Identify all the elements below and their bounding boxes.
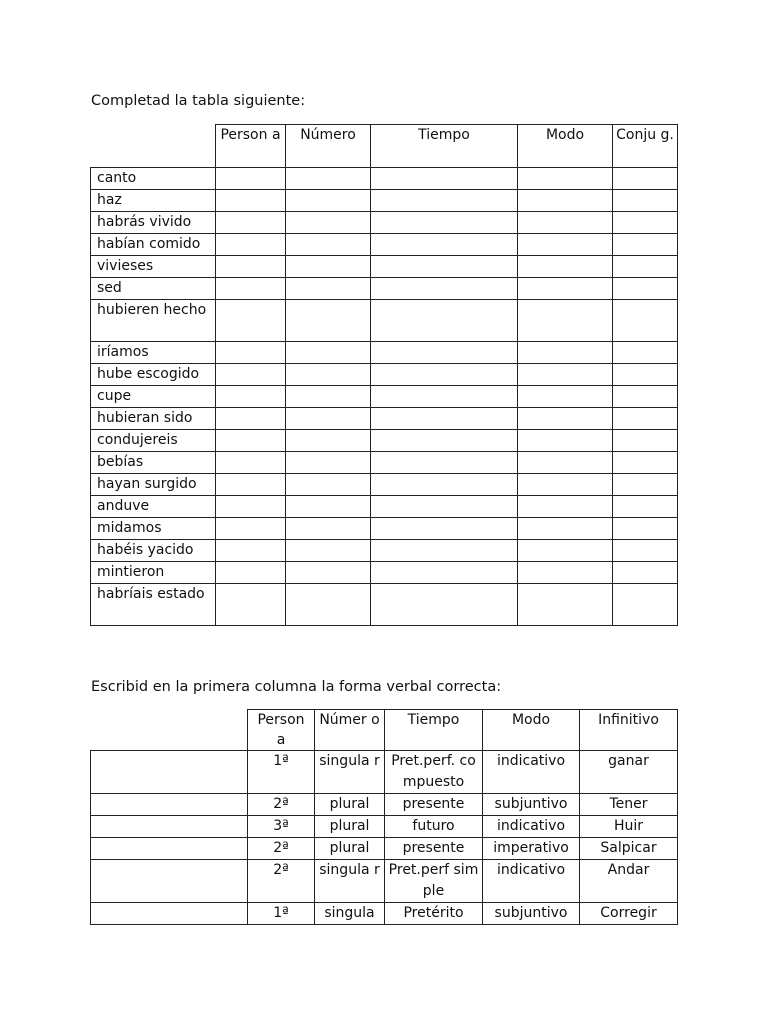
verb-form-cell: mintieron xyxy=(91,562,216,584)
table-row xyxy=(91,342,678,364)
verb-form-cell: condujereis xyxy=(91,430,216,452)
cell-tiempo: presente xyxy=(385,794,483,816)
answer-cell-conjugacion[interactable] xyxy=(613,452,678,474)
cell-numero: singula xyxy=(315,903,385,925)
table-row xyxy=(91,278,678,300)
answer-cell-verb-form[interactable] xyxy=(91,816,248,838)
verb-form-cell: hayan surgido xyxy=(91,474,216,496)
answer-cell-modo[interactable] xyxy=(518,430,613,452)
answer-cell-persona[interactable] xyxy=(216,234,286,256)
cell-tiempo: futuro xyxy=(385,816,483,838)
table-row xyxy=(91,452,678,474)
answer-cell-numero[interactable] xyxy=(286,518,371,540)
answer-cell-numero[interactable] xyxy=(286,342,371,364)
answer-cell-tiempo[interactable] xyxy=(371,256,518,278)
answer-cell-conjugacion[interactable] xyxy=(613,168,678,190)
answer-cell-tiempo[interactable] xyxy=(371,584,518,626)
verb-form-cell: habéis yacido xyxy=(91,540,216,562)
table-row xyxy=(91,816,678,838)
answer-cell-modo[interactable] xyxy=(518,584,613,626)
answer-cell-modo[interactable] xyxy=(518,168,613,190)
table-row xyxy=(91,838,678,860)
answer-cell-tiempo[interactable] xyxy=(371,212,518,234)
table-row xyxy=(91,584,678,626)
answer-cell-tiempo[interactable] xyxy=(371,300,518,342)
header-persona: Person a xyxy=(248,710,315,751)
answer-cell-persona[interactable] xyxy=(216,168,286,190)
answer-cell-numero[interactable] xyxy=(286,452,371,474)
cell-modo: indicativo xyxy=(483,860,580,903)
verb-form-cell: cupe xyxy=(91,386,216,408)
header-infinitivo: Infinitivo xyxy=(580,710,678,751)
answer-cell-tiempo[interactable] xyxy=(371,430,518,452)
table-row xyxy=(91,212,678,234)
table-row xyxy=(91,256,678,278)
answer-cell-modo[interactable] xyxy=(518,562,613,584)
answer-cell-numero[interactable] xyxy=(286,408,371,430)
verb-form-cell: bebías xyxy=(91,452,216,474)
cell-persona: 2ª xyxy=(248,860,315,903)
answer-cell-persona[interactable] xyxy=(216,300,286,342)
answer-cell-tiempo[interactable] xyxy=(371,386,518,408)
answer-cell-persona[interactable] xyxy=(216,562,286,584)
answer-cell-numero[interactable] xyxy=(286,430,371,452)
answer-cell-conjugacion[interactable] xyxy=(613,212,678,234)
verb-form-table-body xyxy=(91,751,678,925)
cell-infinitivo: Tener xyxy=(580,794,678,816)
table-row xyxy=(91,903,678,925)
cell-numero: plural xyxy=(315,794,385,816)
verb-form-cell: midamos xyxy=(91,518,216,540)
answer-cell-modo[interactable] xyxy=(518,386,613,408)
header-conjugacion: Conju g. xyxy=(613,125,678,168)
verb-form-cell: hubieran sido xyxy=(91,408,216,430)
verb-form-cell: habían comido xyxy=(91,234,216,256)
header-modo: Modo xyxy=(518,125,613,168)
cell-persona: 1ª xyxy=(248,903,315,925)
answer-cell-numero[interactable] xyxy=(286,212,371,234)
answer-cell-persona[interactable] xyxy=(216,452,286,474)
answer-cell-tiempo[interactable] xyxy=(371,562,518,584)
table-row xyxy=(91,190,678,212)
answer-cell-modo[interactable] xyxy=(518,474,613,496)
answer-cell-persona[interactable] xyxy=(216,212,286,234)
header-tiempo: Tiempo xyxy=(385,710,483,751)
answer-cell-persona[interactable] xyxy=(216,278,286,300)
answer-cell-modo[interactable] xyxy=(518,408,613,430)
answer-cell-conjugacion[interactable] xyxy=(613,474,678,496)
header-modo: Modo xyxy=(483,710,580,751)
answer-cell-numero[interactable] xyxy=(286,496,371,518)
verb-form-cell: sed xyxy=(91,278,216,300)
answer-cell-modo[interactable] xyxy=(518,212,613,234)
answer-cell-numero[interactable] xyxy=(286,540,371,562)
answer-cell-tiempo[interactable] xyxy=(371,496,518,518)
cell-modo: subjuntivo xyxy=(483,794,580,816)
cell-tiempo: presente xyxy=(385,838,483,860)
answer-cell-conjugacion[interactable] xyxy=(613,234,678,256)
cell-numero: singula r xyxy=(315,751,385,794)
answer-cell-persona[interactable] xyxy=(216,540,286,562)
cell-modo: imperativo xyxy=(483,838,580,860)
verb-form-cell: hube escogido xyxy=(91,364,216,386)
answer-cell-tiempo[interactable] xyxy=(371,540,518,562)
answer-cell-conjugacion[interactable] xyxy=(613,496,678,518)
table-row xyxy=(91,562,678,584)
table-header-row xyxy=(91,125,678,168)
answer-cell-modo[interactable] xyxy=(518,496,613,518)
answer-cell-persona[interactable] xyxy=(216,518,286,540)
answer-cell-persona[interactable] xyxy=(216,584,286,626)
conjugation-table-body xyxy=(91,168,678,626)
table-row xyxy=(91,408,678,430)
exercise-2-instruction: Escribid en la primera columna la forma verbal correcta: xyxy=(91,679,502,695)
answer-cell-modo[interactable] xyxy=(518,256,613,278)
table-row xyxy=(91,300,678,342)
answer-cell-tiempo[interactable] xyxy=(371,474,518,496)
table-row xyxy=(91,430,678,452)
answer-cell-verb-form[interactable] xyxy=(91,860,248,903)
answer-cell-numero[interactable] xyxy=(286,234,371,256)
verb-form-cell: habrás vivido xyxy=(91,212,216,234)
answer-cell-conjugacion[interactable] xyxy=(613,386,678,408)
blank-corner-cell xyxy=(91,125,216,168)
header-tiempo: Tiempo xyxy=(371,125,518,168)
answer-cell-conjugacion[interactable] xyxy=(613,278,678,300)
answer-cell-numero[interactable] xyxy=(286,190,371,212)
cell-infinitivo: Andar xyxy=(580,860,678,903)
answer-cell-modo[interactable] xyxy=(518,300,613,342)
answer-cell-numero[interactable] xyxy=(286,278,371,300)
answer-cell-conjugacion[interactable] xyxy=(613,364,678,386)
answer-cell-persona[interactable] xyxy=(216,496,286,518)
answer-cell-persona[interactable] xyxy=(216,386,286,408)
cell-modo: subjuntivo xyxy=(483,903,580,925)
answer-cell-conjugacion[interactable] xyxy=(613,408,678,430)
answer-cell-persona[interactable] xyxy=(216,430,286,452)
cell-persona: 3ª xyxy=(248,816,315,838)
answer-cell-numero[interactable] xyxy=(286,584,371,626)
verb-form-cell: canto xyxy=(91,168,216,190)
answer-cell-numero[interactable] xyxy=(286,386,371,408)
header-persona: Person a xyxy=(216,125,286,168)
answer-cell-modo[interactable] xyxy=(518,452,613,474)
answer-cell-modo[interactable] xyxy=(518,234,613,256)
cell-modo: indicativo xyxy=(483,816,580,838)
cell-persona: 2ª xyxy=(248,794,315,816)
table-row xyxy=(91,794,678,816)
header-numero: Númer o xyxy=(315,710,385,751)
cell-persona: 2ª xyxy=(248,838,315,860)
verb-form-cell: haz xyxy=(91,190,216,212)
answer-cell-conjugacion[interactable] xyxy=(613,342,678,364)
answer-cell-tiempo[interactable] xyxy=(371,234,518,256)
table-row xyxy=(91,496,678,518)
answer-cell-tiempo[interactable] xyxy=(371,364,518,386)
answer-cell-conjugacion[interactable] xyxy=(613,562,678,584)
answer-cell-numero[interactable] xyxy=(286,562,371,584)
answer-cell-conjugacion[interactable] xyxy=(613,430,678,452)
answer-cell-persona[interactable] xyxy=(216,342,286,364)
answer-cell-conjugacion[interactable] xyxy=(613,584,678,626)
table-row xyxy=(91,474,678,496)
answer-cell-tiempo[interactable] xyxy=(371,452,518,474)
cell-infinitivo: Salpicar xyxy=(580,838,678,860)
answer-cell-persona[interactable] xyxy=(216,474,286,496)
answer-cell-conjugacion[interactable] xyxy=(613,190,678,212)
cell-infinitivo: ganar xyxy=(580,751,678,794)
answer-cell-numero[interactable] xyxy=(286,300,371,342)
answer-cell-conjugacion[interactable] xyxy=(613,518,678,540)
answer-cell-modo[interactable] xyxy=(518,278,613,300)
verb-form-table xyxy=(90,709,678,925)
answer-cell-verb-form[interactable] xyxy=(91,794,248,816)
answer-cell-modo[interactable] xyxy=(518,364,613,386)
cell-persona: 1ª xyxy=(248,751,315,794)
answer-cell-modo[interactable] xyxy=(518,540,613,562)
answer-cell-numero[interactable] xyxy=(286,364,371,386)
answer-cell-tiempo[interactable] xyxy=(371,518,518,540)
answer-cell-modo[interactable] xyxy=(518,190,613,212)
table-row xyxy=(91,364,678,386)
verb-form-cell: habríais estado xyxy=(91,584,216,626)
answer-cell-verb-form[interactable] xyxy=(91,838,248,860)
answer-cell-tiempo[interactable] xyxy=(371,168,518,190)
answer-cell-persona[interactable] xyxy=(216,364,286,386)
table-row xyxy=(91,518,678,540)
cell-tiempo: Pretérito xyxy=(385,903,483,925)
answer-cell-modo[interactable] xyxy=(518,342,613,364)
answer-cell-conjugacion[interactable] xyxy=(613,300,678,342)
answer-cell-conjugacion[interactable] xyxy=(613,540,678,562)
header-numero: Número xyxy=(286,125,371,168)
answer-cell-numero[interactable] xyxy=(286,256,371,278)
cell-modo: indicativo xyxy=(483,751,580,794)
table-row xyxy=(91,540,678,562)
answer-cell-persona[interactable] xyxy=(216,190,286,212)
answer-cell-verb-form[interactable] xyxy=(91,903,248,925)
table-row xyxy=(91,386,678,408)
answer-cell-persona[interactable] xyxy=(216,408,286,430)
answer-cell-numero[interactable] xyxy=(286,474,371,496)
answer-cell-modo[interactable] xyxy=(518,518,613,540)
answer-cell-conjugacion[interactable] xyxy=(613,256,678,278)
table-row xyxy=(91,860,678,903)
answer-cell-tiempo[interactable] xyxy=(371,278,518,300)
table-row xyxy=(91,168,678,190)
exercise-1-instruction: Completad la tabla siguiente: xyxy=(91,93,306,109)
answer-cell-numero[interactable] xyxy=(286,168,371,190)
answer-cell-persona[interactable] xyxy=(216,256,286,278)
cell-tiempo: Pret.perf. compuesto xyxy=(385,751,483,794)
table-row xyxy=(91,234,678,256)
answer-cell-verb-form[interactable] xyxy=(91,751,248,794)
cell-numero: singula r xyxy=(315,860,385,903)
blank-corner-cell xyxy=(91,710,248,751)
answer-cell-tiempo[interactable] xyxy=(371,190,518,212)
answer-cell-tiempo[interactable] xyxy=(371,408,518,430)
verb-form-cell: anduve xyxy=(91,496,216,518)
answer-cell-tiempo[interactable] xyxy=(371,342,518,364)
table-header-row xyxy=(91,710,678,751)
cell-infinitivo: Corregir xyxy=(580,903,678,925)
table-row xyxy=(91,751,678,794)
conjugation-table xyxy=(90,124,678,626)
verb-form-cell: vivieses xyxy=(91,256,216,278)
cell-numero: plural xyxy=(315,838,385,860)
verb-form-cell: hubieren hecho xyxy=(91,300,216,342)
cell-infinitivo: Huir xyxy=(580,816,678,838)
cell-tiempo: Pret.perf simple xyxy=(385,860,483,903)
verb-form-cell: iríamos xyxy=(91,342,216,364)
cell-numero: plural xyxy=(315,816,385,838)
